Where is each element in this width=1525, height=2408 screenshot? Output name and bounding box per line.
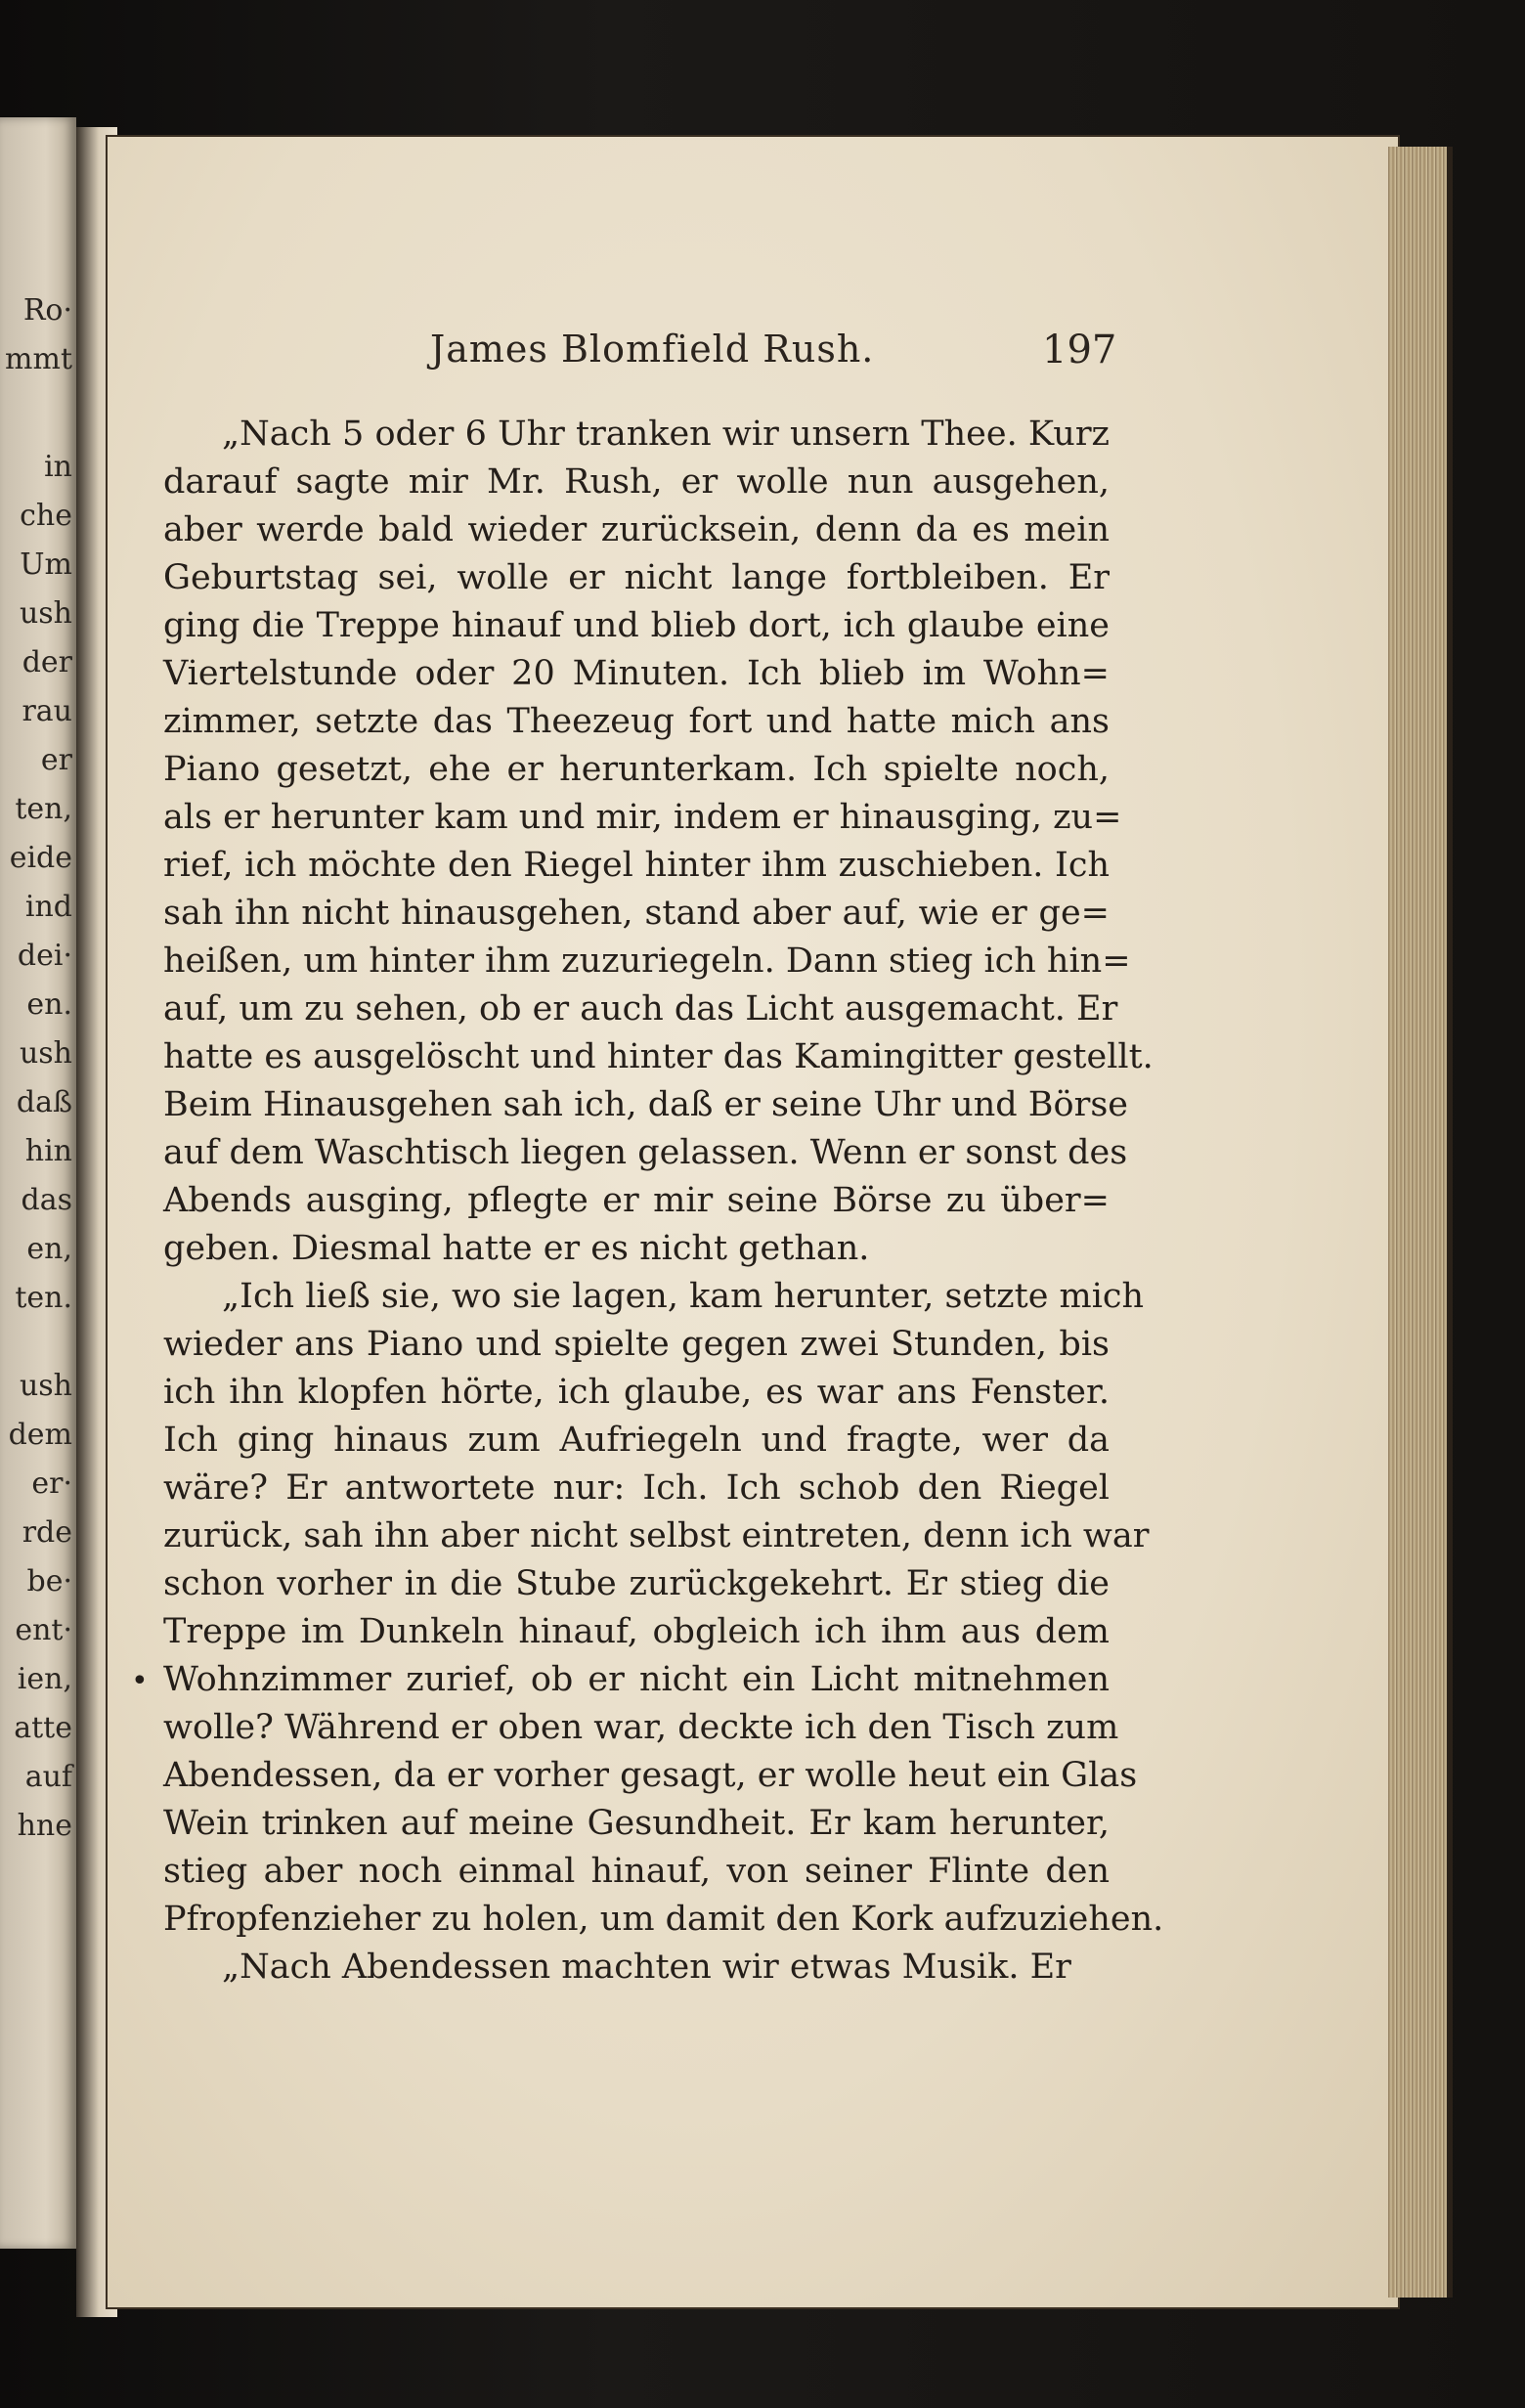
previous-page-fragment: hin bbox=[24, 1134, 72, 1168]
previous-page-fragment: er· bbox=[31, 1467, 72, 1501]
margin-mark: • bbox=[131, 1664, 149, 1698]
running-title: James Blomfield Rush. bbox=[430, 328, 875, 371]
previous-page-fragment: atte bbox=[14, 1711, 72, 1745]
text-line: rief, ich möchte den Riegel hinter ihm zuschieben. Ich bbox=[163, 846, 1110, 885]
previous-page-fragment: Um bbox=[20, 547, 72, 582]
previous-page-fragment: en. bbox=[26, 987, 72, 1022]
text-line: wäre? Er antwortete nur: Ich. Ich schob den Riegel bbox=[163, 1468, 1110, 1508]
text-line: darauf sagte mir Mr. Rush, er wolle nun ausgehen, bbox=[163, 462, 1110, 502]
body-text bbox=[163, 411, 1164, 1992]
text-line: schon vorher in die Stube zurückgekehrt. Er stieg die bbox=[163, 1564, 1110, 1603]
text-line: Geburtstag sei, wolle er nicht lange fortbleiben. Er bbox=[163, 558, 1110, 597]
text-line: Piano gesetzt, ehe er herunterkam. Ich spielte noch, bbox=[163, 750, 1110, 789]
text-line: zimmer, setzte das Theezeug fort und hatte mich ans bbox=[163, 702, 1110, 741]
previous-page-fragment: dei· bbox=[17, 939, 72, 973]
previous-page-fragment: che bbox=[20, 499, 72, 533]
text-line: Wein trinken auf meine Gesundheit. Er kam herunter, bbox=[163, 1804, 1110, 1843]
previous-page-fragment: dem bbox=[8, 1418, 72, 1452]
previous-page-fragment: ush bbox=[19, 1369, 72, 1403]
previous-page-fragment: das bbox=[21, 1183, 72, 1217]
previous-page-fragment: ten, bbox=[15, 792, 72, 826]
page-fore-edge bbox=[1388, 147, 1453, 2298]
text-line: als er herunter kam und mir, indem er hinausging, zu= bbox=[163, 798, 1122, 837]
text-line: Viertelstunde oder 20 Minuten. Ich blieb im Wohn= bbox=[163, 654, 1110, 693]
previous-page-edge bbox=[0, 117, 76, 2249]
previous-page-fragment: hne bbox=[17, 1809, 72, 1843]
text-line: sah ihn nicht hinausgehen, stand aber auf, wie er ge= bbox=[163, 894, 1110, 933]
previous-page-fragment: ien, bbox=[17, 1662, 72, 1696]
text-line: heißen, um hinter ihm zuzuriegeln. Dann stieg ich hin= bbox=[163, 941, 1131, 981]
previous-page-fragment: ent· bbox=[15, 1613, 72, 1647]
text-line: Abends ausging, pflegte er mir seine Börse zu über= bbox=[163, 1181, 1110, 1220]
text-line: Ich ging hinaus zum Aufriegeln und fragte, wer da bbox=[163, 1421, 1110, 1460]
text-line: stieg aber noch einmal hinauf, von seiner Flinte den bbox=[163, 1852, 1110, 1891]
text-line: Pfropfenzieher zu holen, um damit den Kork aufzuziehen. bbox=[163, 1900, 1164, 1939]
previous-page-fragment: ind bbox=[24, 890, 72, 924]
previous-page-fragment: rau bbox=[22, 694, 72, 728]
text-line: Beim Hinausgehen sah ich, daß er seine Uhr und Börse bbox=[163, 1085, 1128, 1124]
previous-page-fragment: en, bbox=[26, 1232, 72, 1266]
page-header bbox=[430, 328, 1117, 376]
text-line: hatte es ausgelöscht und hinter das Kamingitter gestellt. bbox=[163, 1037, 1154, 1076]
previous-page-fragment: rde bbox=[22, 1515, 72, 1550]
text-line: Wohnzimmer zurief, ob er nicht ein Licht mitnehmen bbox=[163, 1660, 1110, 1699]
previous-page-fragment: der bbox=[22, 645, 72, 679]
text-line: auf dem Waschtisch liegen gelassen. Wenn er sonst des bbox=[163, 1133, 1128, 1172]
text-line: geben. Diesmal hatte er es nicht gethan. bbox=[163, 1229, 870, 1268]
text-line: „Nach Abendessen machten wir etwas Musik. Er bbox=[222, 1948, 1071, 1987]
previous-page-fragment: ush bbox=[19, 1036, 72, 1071]
page-number: 197 bbox=[1042, 328, 1117, 372]
text-line: zurück, sah ihn aber nicht selbst eintreten, denn ich war bbox=[163, 1516, 1150, 1555]
previous-page-fragment: ten. bbox=[15, 1281, 72, 1315]
previous-page-fragment: Ro· bbox=[22, 293, 72, 328]
previous-page-fragment: er bbox=[40, 743, 72, 777]
text-line: ging die Treppe hinauf und blieb dort, ich glaube eine bbox=[163, 606, 1110, 645]
text-line: „Ich ließ sie, wo sie lagen, kam herunter, setzte mich bbox=[222, 1277, 1145, 1316]
previous-page-fragment: auf bbox=[24, 1760, 72, 1794]
previous-page-fragment: daß bbox=[16, 1085, 72, 1119]
text-line: Abendessen, da er vorher gesagt, er wolle heut ein Glas bbox=[163, 1756, 1138, 1795]
previous-page-fragment: mmt bbox=[5, 342, 72, 376]
previous-page-fragment: ush bbox=[19, 596, 72, 631]
text-line: „Nach 5 oder 6 Uhr tranken wir unsern Thee. Kurz bbox=[222, 415, 1110, 454]
previous-page-fragment: in bbox=[44, 450, 72, 484]
previous-page-fragment: eide bbox=[9, 841, 72, 875]
text-line: Treppe im Dunkeln hinauf, obgleich ich ihm aus dem bbox=[163, 1612, 1110, 1651]
previous-page-fragment: be· bbox=[26, 1564, 72, 1598]
text-line: aber werde bald wieder zurücksein, denn da es mein bbox=[163, 510, 1110, 549]
text-line: auf, um zu sehen, ob er auch das Licht ausgemacht. Er bbox=[163, 989, 1118, 1029]
text-line: wolle? Während er oben war, deckte ich den Tisch zum bbox=[163, 1708, 1119, 1747]
text-line: wieder ans Piano und spielte gegen zwei Stunden, bis bbox=[163, 1325, 1110, 1364]
text-line: ich ihn klopfen hörte, ich glaube, es war ans Fenster. bbox=[163, 1373, 1110, 1412]
